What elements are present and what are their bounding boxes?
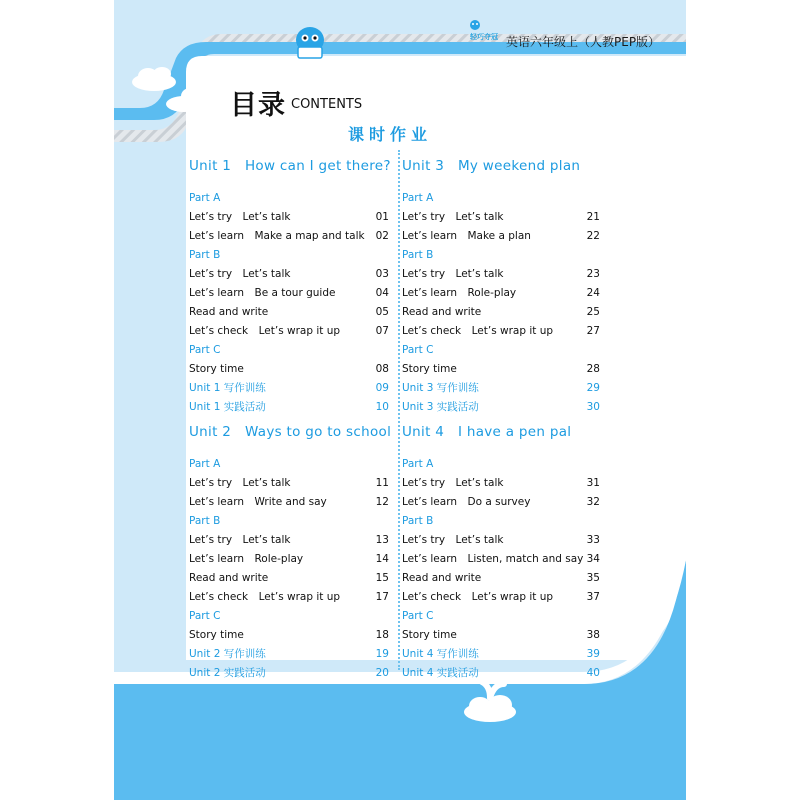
entry-page-number: 22 bbox=[586, 230, 600, 242]
toc-title-en: CONTENTS bbox=[291, 97, 363, 112]
entry-label: Unit 3 实践活动 bbox=[402, 401, 479, 413]
entry-label: Let’s try Let’s talk bbox=[189, 534, 291, 546]
entry-page-number: 32 bbox=[586, 496, 600, 508]
toc-entry[interactable] bbox=[402, 227, 600, 246]
toc-title: 目录 bbox=[230, 90, 286, 121]
entry-page-number: 23 bbox=[586, 268, 600, 280]
entry-label: Let’s learn Role-play bbox=[189, 553, 304, 565]
unit-block bbox=[189, 154, 389, 417]
entry-page-number: 40 bbox=[586, 667, 600, 679]
section-title: 课时作业 bbox=[348, 125, 433, 144]
entry-label: Part A bbox=[402, 458, 434, 470]
part-heading bbox=[189, 607, 389, 626]
entry-label: Read and write bbox=[189, 572, 269, 584]
toc-entry[interactable] bbox=[402, 208, 600, 227]
entry-label: Let’s learn Make a plan bbox=[402, 230, 531, 242]
toc-entry[interactable] bbox=[402, 493, 600, 512]
entry-page-number: 11 bbox=[375, 477, 389, 489]
unit-title[interactable]: Unit 4 I have a pen pal bbox=[402, 424, 572, 440]
entry-label: Unit 4 写作训练 bbox=[402, 648, 479, 660]
toc-entry[interactable] bbox=[402, 379, 600, 398]
entry-label: Let’s try Let’s talk bbox=[189, 477, 291, 489]
part-heading bbox=[189, 246, 389, 265]
entry-label: Let’s try Let’s talk bbox=[402, 534, 504, 546]
toc-entry[interactable] bbox=[402, 531, 600, 550]
entry-page-number: 24 bbox=[586, 287, 600, 299]
entry-label: Read and write bbox=[402, 572, 482, 584]
entry-page-number: 07 bbox=[375, 325, 389, 337]
entry-page-number: 21 bbox=[586, 211, 600, 223]
entry-label: Part A bbox=[189, 192, 221, 204]
book-page bbox=[114, 0, 686, 800]
entry-page-number: 17 bbox=[375, 591, 389, 603]
entry-label: Let’s check Let’s wrap it up bbox=[402, 325, 554, 337]
entry-label: Unit 4 实践活动 bbox=[402, 667, 479, 679]
entry-label: Part A bbox=[189, 458, 221, 470]
entry-label: Part C bbox=[189, 344, 221, 356]
toc-entry[interactable] bbox=[189, 550, 389, 569]
entry-label: Part B bbox=[402, 515, 434, 527]
part-heading bbox=[189, 341, 389, 360]
toc-entry[interactable] bbox=[402, 322, 600, 341]
brand-text: 轻巧夺冠 bbox=[470, 33, 498, 41]
entry-page-number: 34 bbox=[586, 553, 600, 565]
part-heading bbox=[402, 246, 600, 265]
part-heading bbox=[402, 341, 600, 360]
toc-entry[interactable] bbox=[189, 398, 389, 417]
entry-label: Part C bbox=[402, 344, 434, 356]
entry-label: Story time bbox=[189, 363, 244, 375]
toc-entry[interactable] bbox=[402, 664, 600, 683]
unit-title[interactable]: Unit 1 How can I get there? bbox=[189, 158, 391, 174]
toc-entry[interactable] bbox=[189, 569, 389, 588]
cloud-icon bbox=[132, 67, 176, 91]
entry-page-number: 25 bbox=[586, 306, 600, 318]
entry-page-number: 12 bbox=[375, 496, 389, 508]
entry-page-number: 18 bbox=[375, 629, 389, 641]
part-heading bbox=[402, 455, 600, 474]
toc-entry[interactable] bbox=[189, 360, 389, 379]
unit-block bbox=[189, 420, 392, 683]
entry-label: Part C bbox=[402, 610, 434, 622]
toc-entry[interactable] bbox=[402, 360, 600, 379]
entry-label: Let’s try Let’s talk bbox=[402, 211, 504, 223]
entry-page-number: 33 bbox=[586, 534, 600, 546]
toc-entry[interactable] bbox=[402, 303, 600, 322]
toc-entry[interactable] bbox=[189, 493, 389, 512]
entry-page-number: 04 bbox=[375, 287, 389, 299]
toc-entry[interactable] bbox=[189, 626, 389, 645]
entry-label: Part B bbox=[402, 249, 434, 261]
entry-label: Part B bbox=[189, 515, 221, 527]
toc-entry[interactable] bbox=[189, 474, 389, 493]
unit-title[interactable]: Unit 2 Ways to go to school bbox=[189, 424, 392, 440]
entry-label: Part B bbox=[189, 249, 221, 261]
entry-label: Let’s learn Be a tour guide bbox=[189, 287, 336, 299]
entry-label: Unit 1 实践活动 bbox=[189, 401, 266, 413]
brand-logo-icon bbox=[470, 20, 480, 30]
entry-page-number: 37 bbox=[586, 591, 600, 603]
entry-page-number: 05 bbox=[375, 306, 389, 318]
entry-label: Read and write bbox=[402, 306, 482, 318]
entry-label: Let’s try Let’s talk bbox=[402, 268, 504, 280]
entry-label: Let’s learn Do a survey bbox=[402, 496, 531, 508]
octopus-mascot-icon bbox=[296, 27, 324, 58]
entry-label: Part A bbox=[402, 192, 434, 204]
entry-page-number: 19 bbox=[375, 648, 389, 660]
entry-page-number: 38 bbox=[586, 629, 600, 641]
book-title: 英语六年级上（人教PEP版） bbox=[506, 35, 661, 49]
part-heading bbox=[402, 189, 600, 208]
toc-entry[interactable] bbox=[402, 569, 600, 588]
toc-entry[interactable] bbox=[189, 379, 389, 398]
entry-label: Unit 2 实践活动 bbox=[189, 667, 266, 679]
entry-label: Story time bbox=[189, 629, 244, 641]
entry-page-number: 31 bbox=[586, 477, 600, 489]
unit-block bbox=[402, 420, 600, 683]
entry-label: Let’s learn Make a map and talk bbox=[189, 230, 365, 242]
entry-page-number: 20 bbox=[375, 667, 389, 679]
column-divider bbox=[398, 150, 400, 670]
entry-label: Let’s learn Listen, match and say bbox=[402, 553, 584, 565]
part-heading bbox=[402, 607, 600, 626]
entry-label: Let’s check Let’s wrap it up bbox=[189, 325, 341, 337]
toc-entry[interactable] bbox=[402, 588, 600, 607]
toc-entry[interactable] bbox=[402, 645, 600, 664]
entry-label: Let’s try Let’s talk bbox=[189, 268, 291, 280]
entry-page-number: 35 bbox=[586, 572, 600, 584]
toc-entry[interactable] bbox=[189, 208, 389, 227]
part-heading bbox=[189, 455, 389, 474]
entry-label: Story time bbox=[402, 363, 457, 375]
entry-page-number: 39 bbox=[586, 648, 600, 660]
entry-label: Unit 2 写作训练 bbox=[189, 648, 266, 660]
entry-label: Let’s try Let’s talk bbox=[189, 211, 291, 223]
entry-page-number: 30 bbox=[586, 401, 600, 413]
toc-entry[interactable] bbox=[189, 322, 389, 341]
entry-page-number: 09 bbox=[375, 382, 389, 394]
entry-page-number: 15 bbox=[375, 572, 389, 584]
entry-page-number: 28 bbox=[586, 363, 600, 375]
unit-entries bbox=[402, 455, 600, 683]
toc-entry[interactable] bbox=[189, 588, 389, 607]
unit-entries bbox=[189, 189, 389, 417]
unit-entries bbox=[189, 455, 389, 683]
toc-entry[interactable] bbox=[189, 227, 389, 246]
entry-page-number: 02 bbox=[375, 230, 389, 242]
entry-label: Read and write bbox=[189, 306, 269, 318]
part-heading bbox=[402, 512, 600, 531]
toc-entry[interactable] bbox=[189, 265, 389, 284]
unit-entries bbox=[402, 189, 600, 417]
entry-label: Story time bbox=[402, 629, 457, 641]
toc-entry[interactable] bbox=[402, 626, 600, 645]
toc-entry[interactable] bbox=[402, 474, 600, 493]
entry-label: Unit 1 写作训练 bbox=[189, 382, 266, 394]
toc-entry[interactable] bbox=[189, 303, 389, 322]
entry-page-number: 29 bbox=[586, 382, 600, 394]
entry-page-number: 01 bbox=[375, 211, 389, 223]
entry-page-number: 14 bbox=[375, 553, 389, 565]
part-heading bbox=[189, 189, 389, 208]
entry-page-number: 08 bbox=[375, 363, 389, 375]
toc-entry[interactable] bbox=[402, 265, 600, 284]
unit-title[interactable]: Unit 3 My weekend plan bbox=[402, 158, 581, 174]
entry-label: Let’s check Let’s wrap it up bbox=[402, 591, 554, 603]
toc-entry[interactable] bbox=[189, 284, 389, 303]
toc-entry[interactable] bbox=[189, 645, 389, 664]
toc-entry[interactable] bbox=[189, 664, 389, 683]
entry-page-number: 10 bbox=[375, 401, 389, 413]
entry-label: Let’s try Let’s talk bbox=[402, 477, 504, 489]
entry-label: Let’s learn Role-play bbox=[402, 287, 517, 299]
entry-page-number: 27 bbox=[586, 325, 600, 337]
entry-label: Unit 3 写作训练 bbox=[402, 382, 479, 394]
entry-label: Let’s learn Write and say bbox=[189, 496, 327, 508]
entry-page-number: 03 bbox=[375, 268, 389, 280]
toc-entry[interactable] bbox=[402, 550, 600, 569]
toc-entry[interactable] bbox=[189, 531, 389, 550]
toc-entry[interactable] bbox=[402, 398, 600, 417]
unit-block bbox=[402, 154, 600, 417]
toc-entry[interactable] bbox=[402, 284, 600, 303]
entry-label: Part C bbox=[189, 610, 221, 622]
part-heading bbox=[189, 512, 389, 531]
entry-page-number: 13 bbox=[375, 534, 389, 546]
entry-label: Let’s check Let’s wrap it up bbox=[189, 591, 341, 603]
